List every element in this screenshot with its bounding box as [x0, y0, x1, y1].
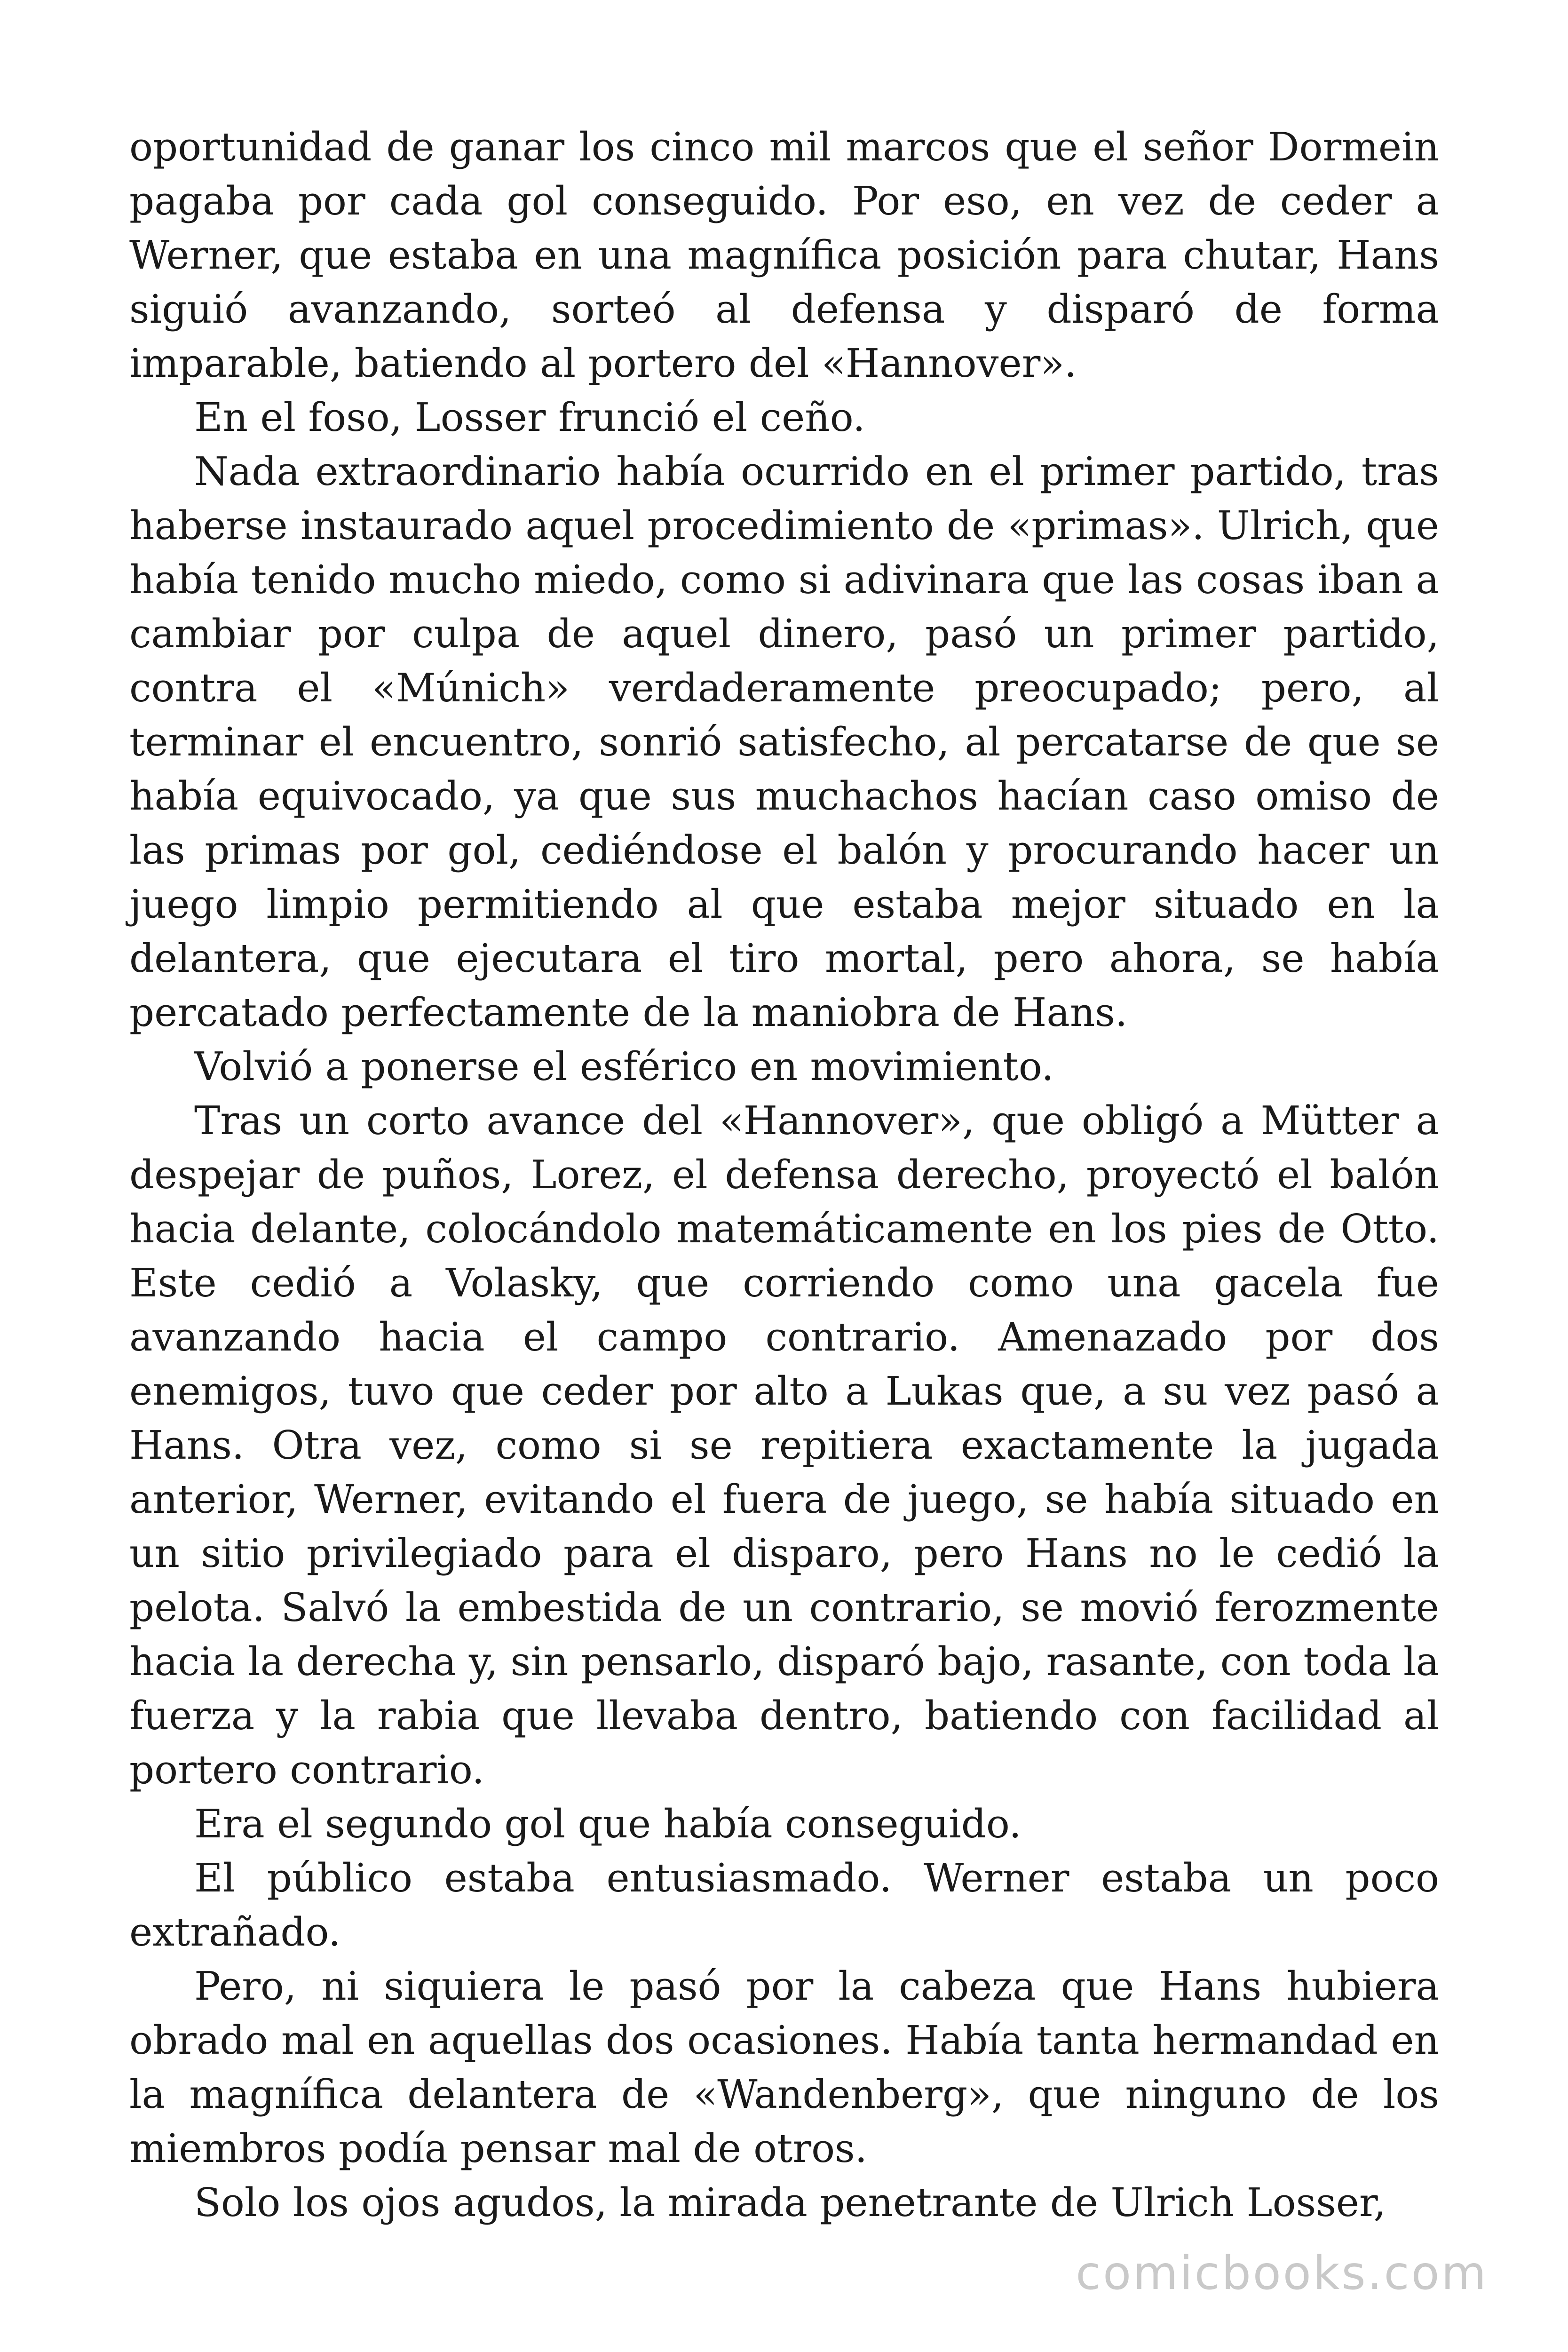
paragraph: Tras un corto avance del «Hannover», que obligó a Mütter a despejar de puños, Lorez, el defensa derecho, proyectó el balón hacia delante, colocándolo matemáticamente en los pies de Otto. Este cedió a Volasky, que corriendo como una gacela fue avanzando hacia el campo contrario. Amenazado por dos enemigos, tuvo que ceder por alto a Lukas que, a su vez pasó a Hans. Otra vez, como si se repitiera exactamente la jugada anterior, Werner, evitando el fuera de juego, se había situado en un sitio privilegiado para el disparo, pero Hans no le cedió la pelota. Salvó la embestida de un contrario, se movió ferozmente hacia la derecha y, sin pensarlo, disparó bajo, rasante, con toda la fuerza y la rabia que llevaba dentro, batiendo con facilidad al portero contrario. [129, 1098, 1439, 1793]
watermark: comicbooks.com [1076, 2247, 1488, 2300]
paragraph: Era el segundo gol que había conseguido. [194, 1801, 1022, 1847]
paragraph: oportunidad de ganar los cinco mil marcos que el señor Dormein pagaba por cada gol conseguido. Por eso, en vez de ceder a Werner, que estaba en una magnífica posición para chutar, Hans siguió avanzando, sorteó al defensa y disparó de forma imparable, batiendo al portero del «Hannover». [129, 124, 1439, 386]
paragraph: El público estaba entusiasmado. Werner estaba un poco extrañado. [129, 1855, 1439, 1955]
paragraph: En el foso, Losser frunció el ceño. [194, 395, 865, 440]
body-text [129, 120, 1439, 2230]
paragraph: Solo los ojos agudos, la mirada penetrante de Ulrich Losser, [194, 2180, 1386, 2225]
paragraph: Pero, ni siquiera le pasó por la cabeza que Hans hubiera obrado mal en aquellas dos ocasiones. Había tanta hermandad en la magnífica delantera de «Wandenberg», que ninguno de los miembros podía pensar mal de otros. [129, 1963, 1439, 2171]
paragraph: Volvió a ponerse el esférico en movimiento. [194, 1044, 1054, 1089]
paragraph: Nada extraordinario había ocurrido en el primer partido, tras haberse instaurado aquel procedimiento de «primas». Ulrich, que había tenido mucho miedo, como si adivinara que las cosas iban a cambiar por culpa de aquel dinero, pasó un primer partido, contra el «Múnich» verdaderamente preocupado; pero, al terminar el encuentro, sonrió satisfecho, al percatarse de que se había equivocado, ya que sus muchachos hacían caso omiso de las primas por gol, cediéndose el balón y procurando hacer un juego limpio permitiendo al que estaba mejor situado en la delantera, que ejecutara el tiro mortal, pero ahora, se había percatado perfectamente de la maniobra de Hans. [129, 449, 1439, 1035]
